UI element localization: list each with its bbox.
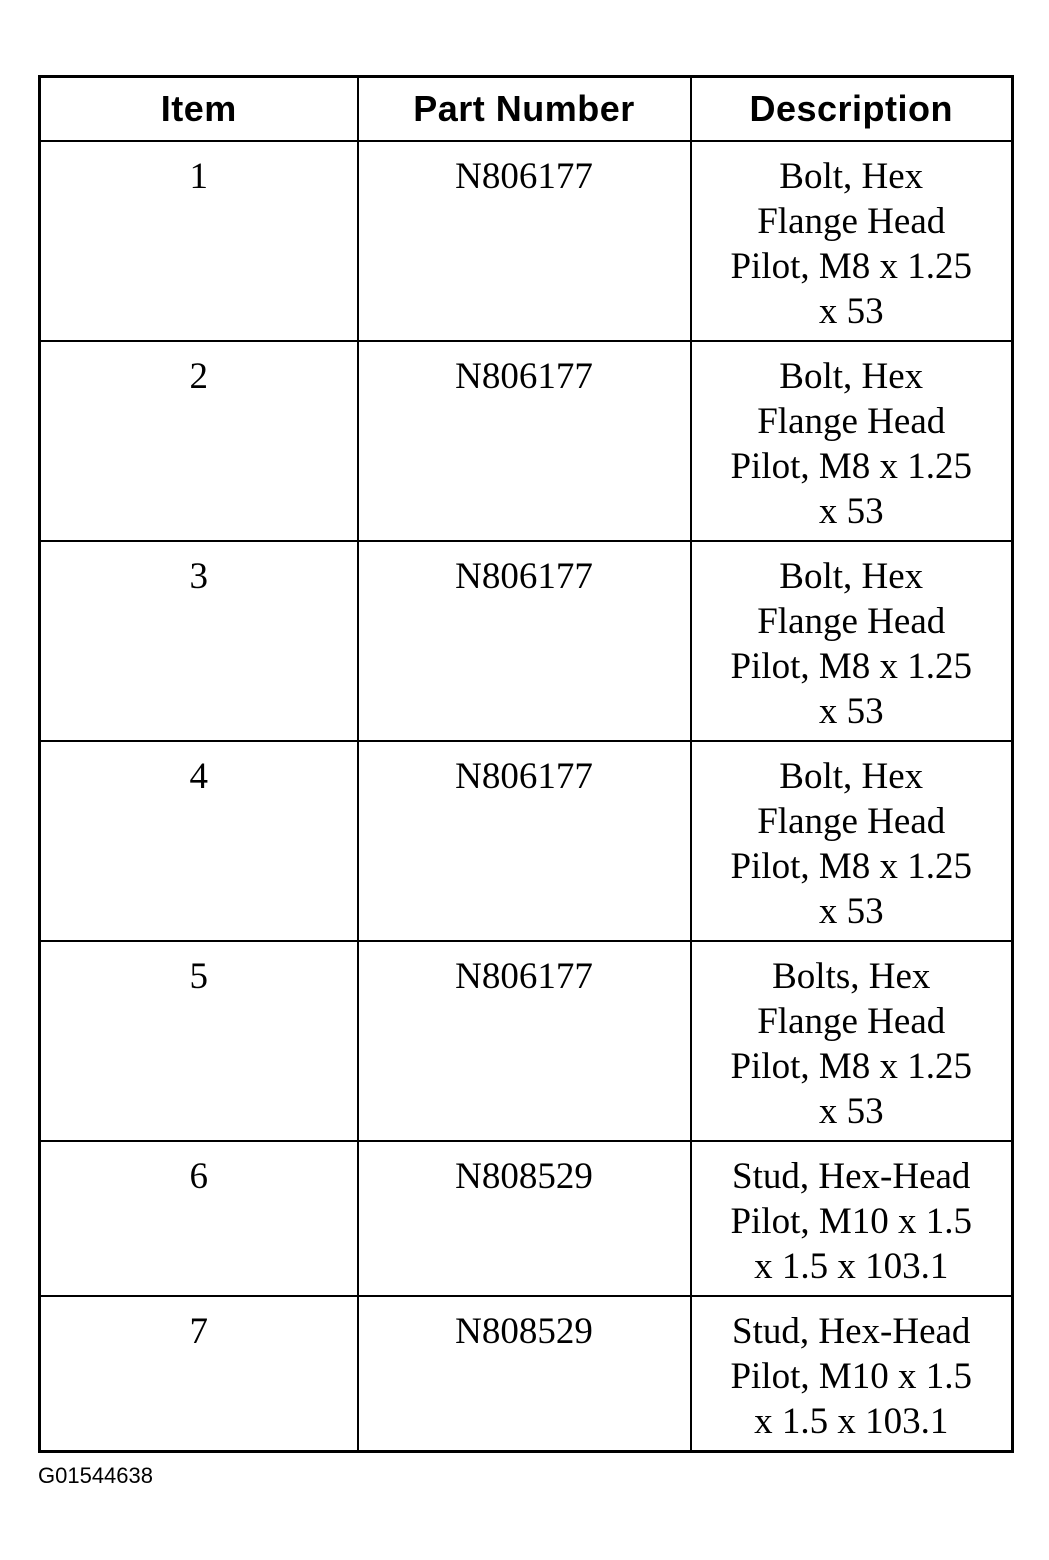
figure-id: G01544638 xyxy=(38,1463,153,1488)
description-line: x 53 xyxy=(818,491,884,532)
description-line: Stud, Hex-Head xyxy=(732,1156,971,1197)
table-row xyxy=(40,141,1013,341)
description-line: Pilot, M8 x 1.25 xyxy=(730,446,973,487)
description-line: Bolt, Hex xyxy=(779,356,924,397)
cell-description xyxy=(691,541,1013,741)
description-line: Pilot, M10 x 1.5 xyxy=(730,1201,973,1242)
description-line: Pilot, M10 x 1.5 xyxy=(730,1356,973,1397)
description-line: Flange Head xyxy=(757,401,946,442)
header-description: Description xyxy=(691,77,1013,142)
table-row xyxy=(40,541,1013,741)
cell-part-number: N808529 xyxy=(358,1296,691,1452)
cell-description xyxy=(691,741,1013,941)
description-line: Pilot, M8 x 1.25 xyxy=(730,246,973,287)
parts-table xyxy=(38,75,1014,1453)
table-row xyxy=(40,941,1013,1141)
table-row xyxy=(40,1141,1013,1296)
header-row xyxy=(40,77,1013,142)
cell-part-number: N806177 xyxy=(358,741,691,941)
cell-item: 3 xyxy=(40,541,358,741)
description-line: Pilot, M8 x 1.25 xyxy=(730,646,973,687)
cell-item: 6 xyxy=(40,1141,358,1296)
cell-part-number: N806177 xyxy=(358,341,691,541)
cell-description xyxy=(691,1296,1013,1452)
description-line: Bolt, Hex xyxy=(779,756,924,797)
cell-item: 7 xyxy=(40,1296,358,1452)
table-row xyxy=(40,1296,1013,1452)
description-line: Pilot, M8 x 1.25 xyxy=(730,1046,973,1087)
description-line: x 1.5 x 103.1 xyxy=(754,1246,949,1287)
description-line: Flange Head xyxy=(757,1001,946,1042)
cell-item: 2 xyxy=(40,341,358,541)
cell-part-number: N806177 xyxy=(358,141,691,341)
description-line: Flange Head xyxy=(757,601,946,642)
description-line: Pilot, M8 x 1.25 xyxy=(730,846,973,887)
description-line: x 53 xyxy=(818,291,884,332)
description-line: Bolt, Hex xyxy=(779,556,924,597)
cell-part-number: N806177 xyxy=(358,541,691,741)
cell-description xyxy=(691,941,1013,1141)
header-part-number: Part Number xyxy=(358,77,691,142)
description-line: x 53 xyxy=(818,691,884,732)
description-line: Bolt, Hex xyxy=(779,156,924,197)
table-row xyxy=(40,741,1013,941)
description-line: x 1.5 x 103.1 xyxy=(754,1401,949,1442)
description-line: Flange Head xyxy=(757,201,946,242)
description-line: Bolts, Hex xyxy=(772,956,931,997)
cell-description xyxy=(691,341,1013,541)
table-body xyxy=(40,141,1013,1452)
cell-part-number: N808529 xyxy=(358,1141,691,1296)
cell-description xyxy=(691,141,1013,341)
cell-part-number: N806177 xyxy=(358,941,691,1141)
cell-item: 4 xyxy=(40,741,358,941)
table-header xyxy=(40,77,1013,142)
description-line: x 53 xyxy=(818,1091,884,1132)
cell-item: 1 xyxy=(40,141,358,341)
table-row xyxy=(40,341,1013,541)
description-line: Stud, Hex-Head xyxy=(732,1311,971,1352)
description-line: Flange Head xyxy=(757,801,946,842)
cell-description xyxy=(691,1141,1013,1296)
description-line: x 53 xyxy=(818,891,884,932)
cell-item: 5 xyxy=(40,941,358,1141)
header-item: Item xyxy=(40,77,358,142)
